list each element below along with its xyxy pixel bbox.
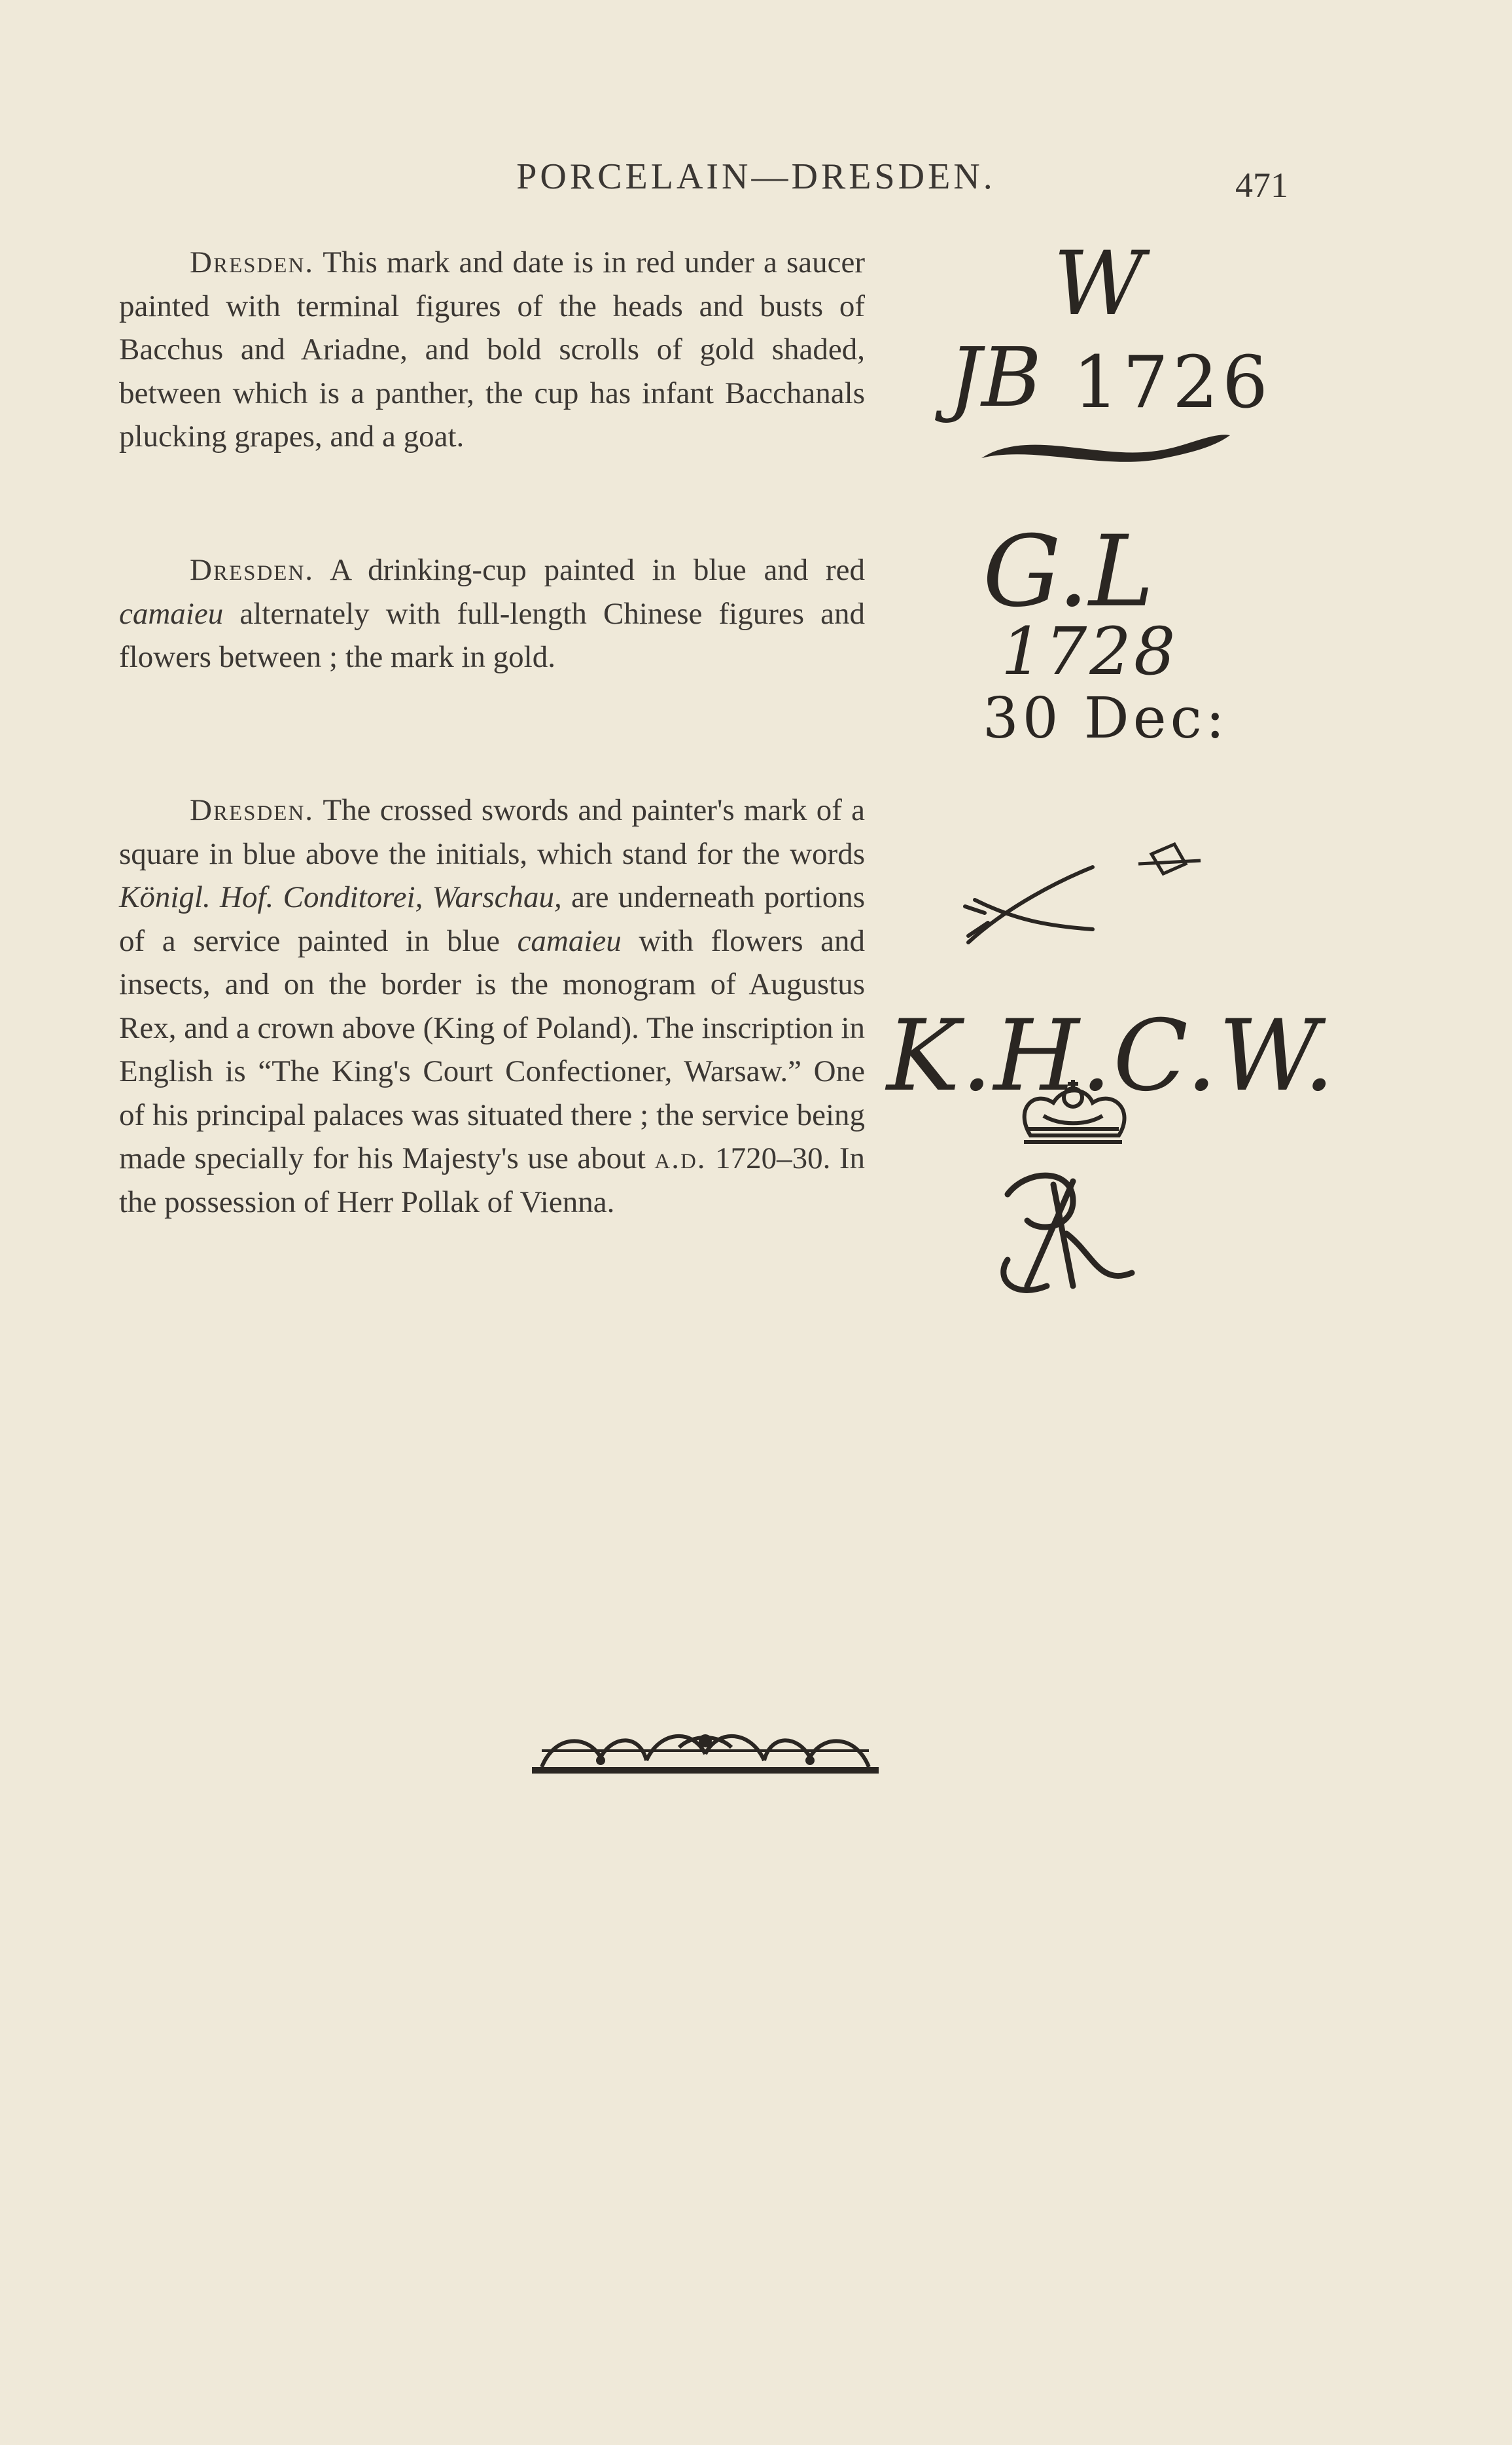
entry-3-era: a.d. bbox=[654, 1141, 707, 1175]
entry-1-paragraph bbox=[119, 241, 865, 459]
mark-3-drawing bbox=[877, 828, 1336, 1332]
mark-2-initials: G.L bbox=[983, 515, 1154, 629]
entry-3-paragraph bbox=[119, 789, 865, 1224]
entry-2-heading: Dresden. bbox=[190, 553, 315, 587]
entry-3-text-a: The crossed swords and painter's mark of a square in blue above the initials, which stand for the words bbox=[119, 793, 865, 871]
entry-2-italic-term: camaieu bbox=[119, 596, 224, 631]
entry-2-text-before: A drinking-cup painted in blue and red bbox=[314, 553, 865, 587]
crossed-swords-icon bbox=[965, 867, 1093, 942]
augustus-rex-monogram-icon bbox=[1004, 1175, 1132, 1290]
mark-1-w: W bbox=[1053, 232, 1144, 335]
entry-3 bbox=[119, 789, 865, 1224]
entry-3-italic-b: camaieu bbox=[517, 923, 622, 958]
entry-1-text: This mark and date is in red under a saucer painted with terminal figures of the heads and busts of Bacchus and Ariadne, and bold scrolls of gold shaded, between which is a panther, the cup has infant Bacchanals plucking grapes, and a goat. bbox=[119, 245, 865, 454]
entry-2 bbox=[119, 548, 865, 679]
running-head: PORCELAIN—DRESDEN. bbox=[516, 156, 996, 197]
porcelain-mark-2 bbox=[949, 515, 1237, 751]
entry-3-text-d: 1720–30. In the possession of Herr Pollak of Vienna. bbox=[119, 1141, 865, 1219]
mark-2-drawing bbox=[949, 515, 1237, 751]
entry-3-text-b: are underneath portions of a service painted in blue bbox=[119, 880, 865, 958]
entry-2-text-after: alternately with full-length Chinese figures and flowers between ; the mark in gold. bbox=[119, 596, 865, 674]
mark-3-initials: K.H.C.W. bbox=[887, 999, 1336, 1113]
page-number: 471 bbox=[1235, 166, 1288, 205]
decorative-tailpiece bbox=[529, 1721, 882, 1787]
entry-1-heading: Dresden. bbox=[190, 245, 315, 279]
porcelain-mark-1 bbox=[936, 232, 1272, 491]
mark-2-day: 30 Dec: bbox=[983, 686, 1229, 751]
entry-3-text-c: with flowers and insects, and on the border is the monogram of Augustus Rex, and a crown above (King of Poland). The inscription in English is “The King's Court Confectioner, Warsaw.” One of his principal palaces was situated there ; the service being made specially for his Majesty's use about bbox=[119, 923, 865, 1175]
mark-1-flourish bbox=[981, 435, 1230, 461]
entry-3-italic-a: Königl. Hof. Conditorei, Warschau, bbox=[119, 880, 562, 914]
mark-2-year: 1728 bbox=[1001, 613, 1178, 690]
mark-1-initials: JB bbox=[949, 330, 1042, 425]
entry-2-paragraph bbox=[119, 548, 865, 679]
entry-1 bbox=[119, 241, 865, 459]
porcelain-mark-3 bbox=[877, 828, 1336, 1332]
entry-3-heading: Dresden. bbox=[190, 793, 315, 827]
tailpiece-ornament-icon bbox=[529, 1721, 882, 1787]
mark-1-date: 1726 bbox=[1073, 340, 1272, 424]
square-mark-icon bbox=[1138, 844, 1201, 874]
mark-1-drawing bbox=[936, 232, 1272, 491]
